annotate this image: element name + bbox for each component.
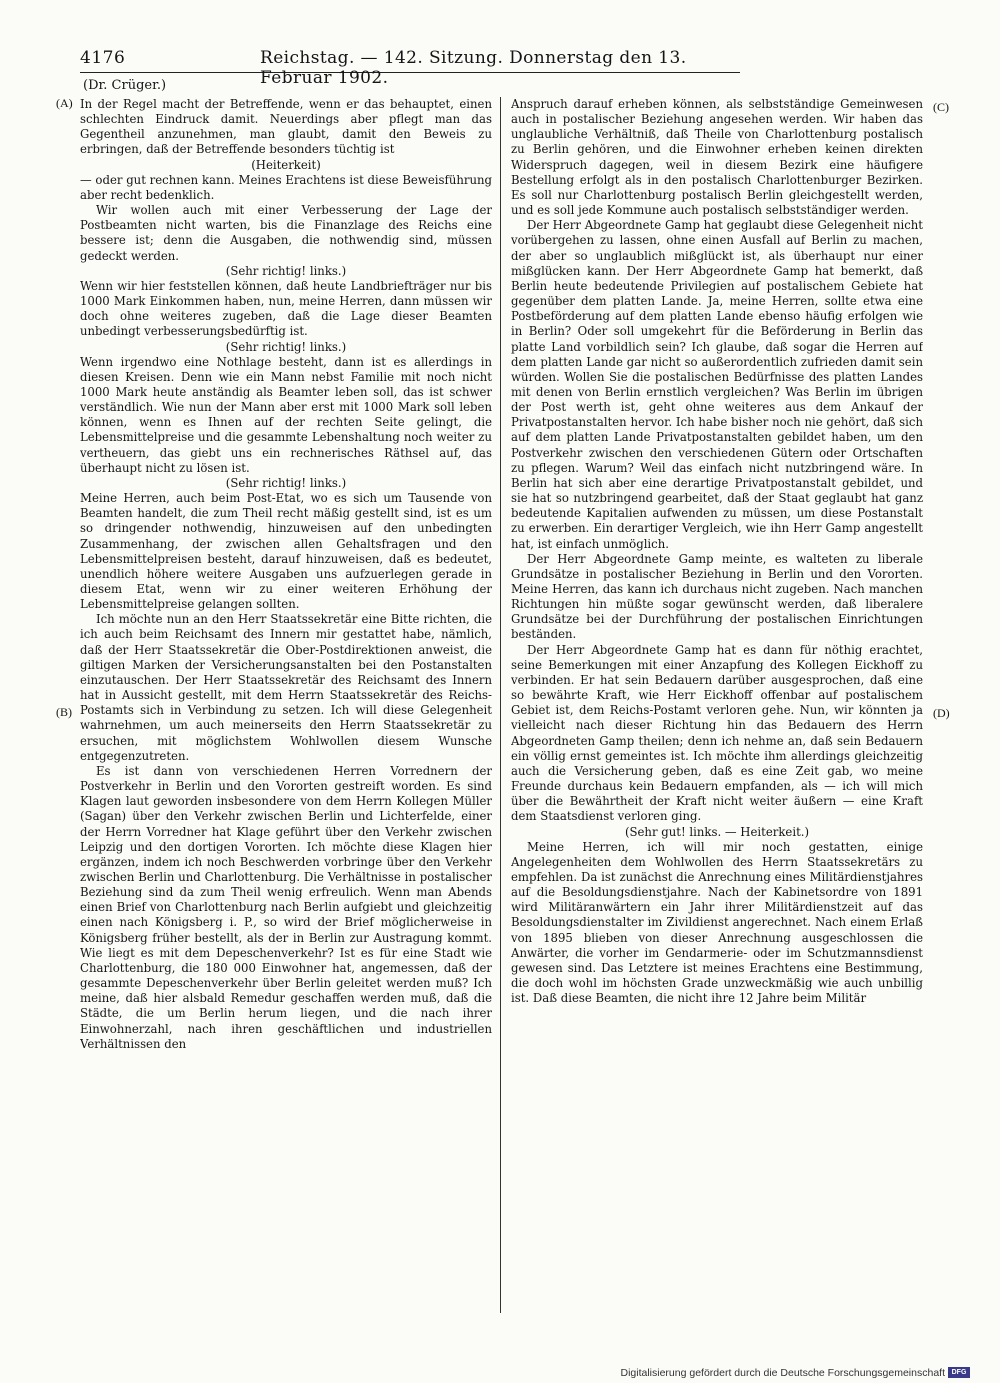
footer: [620, 1366, 970, 1379]
left-interjection: (Sehr richtig! links.): [225, 475, 347, 490]
running-title: Reichstag. — 142. Sitzung. Donnerstag den 13. Februar 1902.: [260, 48, 687, 88]
speaker-label: (Dr. Crüger.): [83, 78, 167, 93]
column-divider: [500, 97, 501, 1313]
left-paragraph: Wenn irgendwo eine Nothlage besteht, dann ist es allerdings in diesen Kreisen. Denn wie ein Mann nebst Familie mit noch nicht 1000 Mark heute anständig als Beamter leben soll, das ist schwer verständlich. Wie nun der Mann aber erst mit 1000 Mark soll leben können, wenn es Ihnen auf der rechten Seite gelingt, die Lebensmittelpreise und die gesammte Lebenshaltung noch weiter zu vertheuern, das giebt uns ein rechnerisches Räthsel auf, das überhaupt nicht zu lösen ist.: [80, 354, 492, 475]
right-paragraph: Der Herr Abgeordnete Gamp meinte, es walteten zu liberale Grundsätze in postalischer Beziehung in Berlin und den Vororten. Meine Herren, das kann ich durchaus nicht zugeben. Nach manchen Richtungen hin müßte sogar gewünscht werden, daß liberalere Grundsätze bei der Durchführung der postalischen Einrichtungen beständen.: [511, 551, 923, 642]
left-paragraph: Meine Herren, auch beim Post-Etat, wo es sich um Tausende von Beamten handelt, die zum Theil recht mäßig gestellt sind, ist es um so dringender nothwendig, hinzuweisen auf den unbedingten Zusammenhang, der zwischen allen Gehaltsfragen und den Lebensmittelpreisen besteht, darauf hinzuweisen, daß es bedeutet, unendlich höhere weitere Ausgaben uns aufzuerlegen gerade in diesem Etat, wenn wir zu einer weiteren Erhöhung der Lebensmittelpreise gelangen sollten.: [80, 491, 492, 612]
left-paragraph: Es ist dann von verschiedenen Herren Vorrednern der Postverkehr in Berlin und den Vororten gestreift worden. Es sind Klagen laut geworden insbesondere von dem Herrn Kollegen Müller (Sagan) über den Verkehr zwischen Berlin und Lichterfelde, einer der Herrn Vorredner hat Klage geführt über den Verkehr zwischen Leipzig und den dortigen Vororten. Ich möchte diese Klagen hier ergänzen, indem ich noch Beschwerden vorbringe über den Verkehr zwischen Berlin und Charlottenburg. Die Verhältnisse in postalischer Beziehung sind da zum Theil wenig erfreulich. Wenn man Abends einen Brief von Charlottenburg nach Berlin aufgiebt und gleichzeitig einen nach Königsberg i. P., so wird der Brief möglicherweise in Königsberg früher bestellt, als der in Berlin zur Austragung kommt. Wie liegt es mit dem Depeschenverkehr? Ist es für eine Stadt wie Charlottenburg, die 180 000 Einwohner hat, angemessen, daß der gesammte Depeschenverkehr über Berlin geleitet werden muß? Ich meine, daß hier alsbald Remedur geschaffen werden muß, daß die Städte, die um Berlin herum liegen, und die nach ihrer Einwohnerzahl, nach ihren geschäftlichen und industriellen Verhältnissen den: [80, 763, 492, 1051]
left-interjection: (Sehr richtig! links.): [225, 263, 347, 278]
funding-note: Digitalisierung gefördert durch die Deutsche Forschungsgemeinschaft: [620, 1366, 945, 1379]
left-paragraph: Wenn wir hier feststellen können, daß heute Landbriefträger nur bis 1000 Mark Einkommen haben, nun, meine Herren, dann müssen wir doch ohne weiteres zugeben, daß die Lage dieser Beamten unbedingt verbesserungsbedürftig ist.: [80, 278, 492, 339]
margin-marker-b: (B): [56, 705, 72, 719]
left-column: [80, 97, 492, 1315]
right-paragraph: Der Herr Abgeordnete Gamp hat geglaubt diese Gelegenheit nicht vorübergehen zu lassen, ohne einen Ausfall auf Berlin zu machen, der aber so unglaublich mißglückt ist, als überhaupt nur einer mißglücken kann. Der Herr Abgeordnete Gamp hat bemerkt, daß Berlin heute bedeutende Privilegien auf postalischem Gebiete hat gegenüber dem platten Lande. Ja, meine Herren, sollte etwa eine Postbeförderung auf dem platten Lande ebenso häufig erfolgen wie in Berlin? Oder soll umgekehrt für die Beförderung in Berlin das platte Land vorbildlich sein? Ich glaube, daß sogar die Herren auf dem platten Lande gar nicht so außerordentlich zufrieden damit sein würden. Wollen Sie die postalischen Bedürfnisse des platten Landes mit denen von Berlin ernstlich vergleichen? Was Berlin im übrigen der Post werth ist, geht ohne weiteres aus dem Ankauf der Privatpostanstalten hervor. Ich habe bisher noch nie gehört, daß sich auf dem platten Lande Privatpostanstalten gebildet haben, um den Postverkehr zwischen den verschiedenen Gütern oder Ortschaften zu pflegen. Warum? Weil das einfach nicht nutzbringend wäre. In Berlin hat sich aber eine derartige Privatpostanstalt gebildet, und sie hat so nutzbringend gearbeitet, daß der Staat geglaubt hat ganz bedeutende Kapitalien aufwenden zu müssen, um diese Postanstalt zu erwerben. Ein derartiger Vergleich, wie ihn Herr Gamp angestellt hat, ist einfach unmöglich.: [511, 218, 923, 551]
page-number: 4176: [80, 48, 126, 68]
left-paragraph: In der Regel macht der Betreffende, wenn er das behauptet, einen schlechten Eindruck damit. Neuerdings aber pflegt man das Gegentheil anzunehmen, man glaubt, damit den Beweis zu erbringen, daß der Betreffende besonders tüchtig ist: [80, 97, 492, 157]
left-paragraph: Wir wollen auch mit einer Verbesserung der Lage der Postbeamten nicht warten, bis die Finanzlage des Reichs eine bessere ist; denn die Ausgaben, die nothwendig sind, müssen gedeckt werden.: [80, 203, 492, 263]
left-interjection: (Sehr richtig! links.): [225, 339, 347, 354]
margin-marker-c: (C): [933, 100, 949, 114]
right-interjection: (Sehr gut! links. — Heiterkeit.): [624, 824, 810, 839]
margin-marker-d: (D): [933, 706, 950, 720]
left-interjection: (Heiterkeit): [251, 157, 321, 172]
left-paragraph: — oder gut rechnen kann. Meines Erachtens ist diese Beweisführung aber recht bedenklich.: [80, 172, 492, 202]
margin-marker-a: (A): [56, 96, 73, 110]
right-paragraph: Anspruch darauf erheben können, als selbstständige Gemeinwesen auch in postalischer Beziehung angesehen werden. Wir haben das unglaubliche Verhältniß, daß Theile von Charlottenburg postalisch zu Berlin gehören, und die Einwohner erheben keinen direkten Widerspruch dagegen, weil in diesem Bezirk eine häufigere Bestellung erfolgt als in den postalisch Charlottenburger Bezirken. Es soll nur Charlottenburg postalisch Berlin gleichgestellt werden, und es soll jede Kommune auch postalisch selbstständiger werden.: [511, 97, 923, 218]
right-column: [511, 97, 923, 1315]
right-paragraph: Der Herr Abgeordnete Gamp hat es dann für nöthig erachtet, seine Bemerkungen mit einer Anzapfung des Kollegen Eickhoff zu verbinden. Er hat sein Bedauern darüber ausgesprochen, daß eine so bewährte Kraft, wie Herr Eickhoff offenbar auf postalischem Gebiet ist, dem Reichs-Postamt verloren gehe. Nun, wir könnten ja vielleicht nach dieser Richtung hin das Bedauern des Herrn Abgeordneten Gamp theilen; denn ich nehme an, daß sein Bedauern ein völlig ernst gemeintes ist. Ich möchte ihm allerdings gleichzeitig auch die Versicherung geben, daß es eine Zeit gab, wo meine Freunde durchaus kein Bedauern empfanden, als — ich will mich über die Bewährtheit der Kraft nicht weiter äußern — eine Kraft dem Staatsdienst verloren ging.: [511, 642, 923, 824]
right-paragraph: Meine Herren, ich will mir noch gestatten, einige Angelegenheiten dem Wohlwollen des Herrn Staatssekretärs zu empfehlen. Da ist zunächst die Anrechnung eines Militärdienstjahres auf die Besoldungsdienstjahre. Nach der Kabinetsordre von 1891 wird Militäranwärtern ein Jahr ihrer Militärdienstzeit auf das Besoldungsdienstalter im Zivildienst angerechnet. Nach einem Erlaß von 1895 blieben von dieser Anrechnung ausgeschlossen die Anwärter, die vorher im Gendarmerie- oder im Schutzmannsdienst gewesen sind. Das Letztere ist meines Erachtens eine Bestimmung, die doch wohl im höchsten Grade unzweckmäßig wie auch unbillig ist. Daß diese Beamten, die nicht ihre 12 Jahre beim Militär: [511, 839, 923, 1006]
dfg-logo: DFG: [948, 1367, 970, 1378]
left-paragraph: Ich möchte nun an den Herr Staatssekretär eine Bitte richten, die ich auch beim Reichsamt des Innern mir gestattet habe, nämlich, daß der Herr Staatssekretär die Ober-Postdirektionen anweist, die giltigen Marken der Versicherungsanstalten bei den Postanstalten einzutauschen. Der Herr Staatssekretär des Reichsamt des Innern hat in Aussicht gestellt, mit dem Herrn Staatssekretär des Reichs-Postamts sich in Verbindung zu setzen. Ich will diese Gelegenheit wahrnehmen, um auch meinerseits den Herrn Staatssekretär zu ersuchen, mit möglichstem Wohlwollen diesem Wunsche entgegenzutreten.: [80, 612, 492, 763]
